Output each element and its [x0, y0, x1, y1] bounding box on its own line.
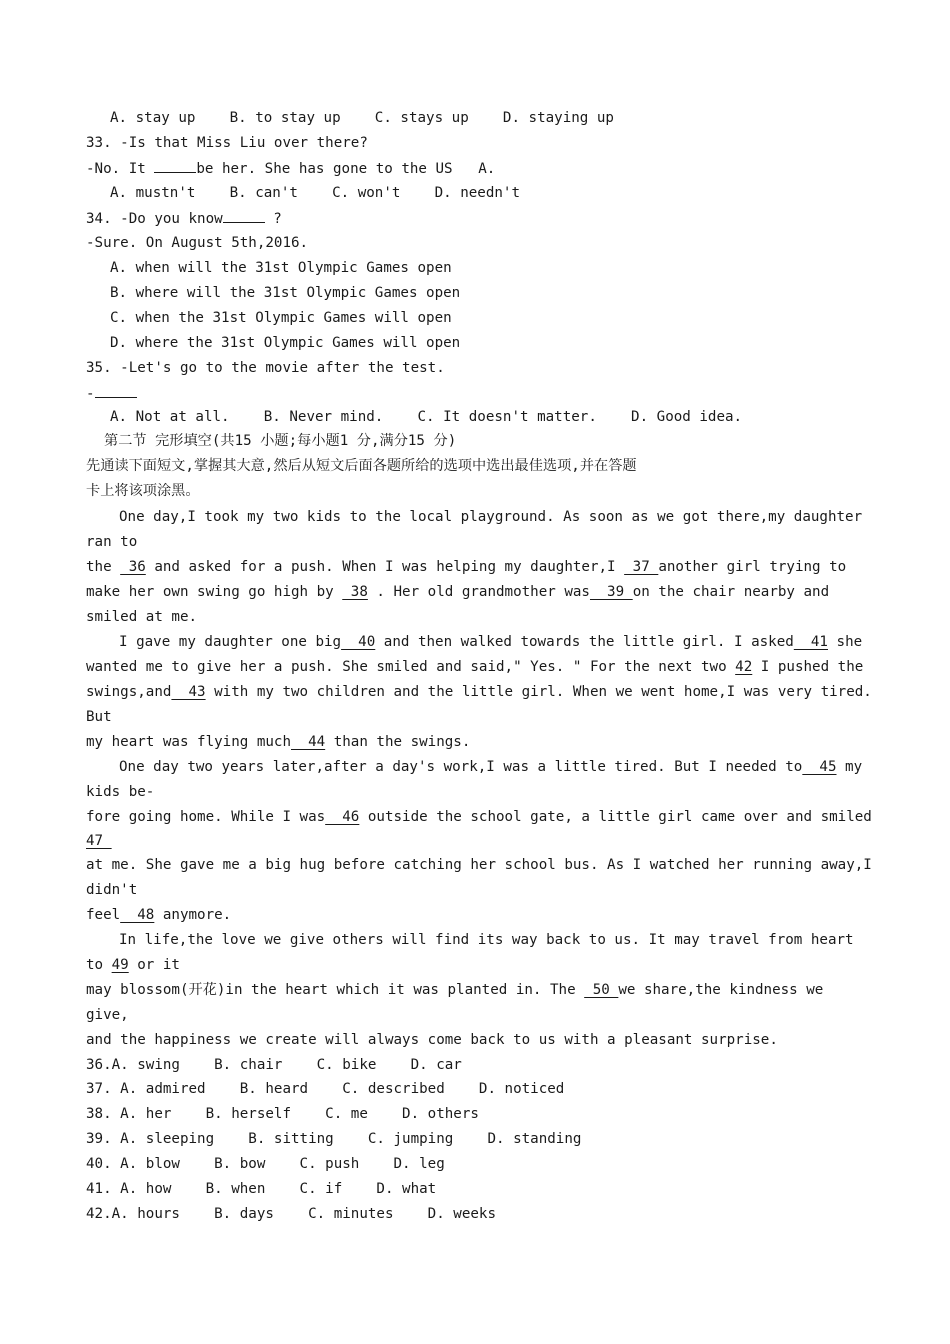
q33-options: A. mustn't B. can't C. won't D. needn't	[110, 185, 520, 201]
passage-line	[86, 555, 846, 580]
q33-blank	[154, 156, 196, 173]
blank-41: 41	[793, 634, 828, 650]
passage-text: another girl trying to	[658, 559, 847, 575]
blank-50: 50	[584, 982, 619, 998]
passage-text: feel	[86, 907, 121, 923]
passage-line	[86, 978, 823, 1003]
passage-text: I gave my daughter one big	[119, 634, 342, 650]
passage-text: my heart was flying much	[86, 734, 291, 750]
passage-line	[86, 805, 872, 830]
passage-line: ran to	[86, 534, 138, 550]
passage-text: on the chair nearby and	[632, 584, 830, 600]
q32-options: A. stay up B. to stay up C. stays up D. staying up	[110, 110, 614, 126]
blank-37: 37	[624, 559, 659, 575]
passage-text: anymore.	[154, 907, 232, 923]
q34-option-a: A. when will the 31st Olympic Games open	[110, 260, 452, 276]
passage-text: to	[86, 957, 112, 973]
q35-options: A. Not at all. B. Never mind. C. It doesn't matter. D. Good idea.	[110, 409, 743, 425]
q35-question: 35. -Let's go to the movie after the test.	[86, 360, 445, 376]
passage-line	[86, 580, 829, 605]
q33-question: 33. -Is that Miss Liu over there?	[86, 135, 368, 151]
blank-39: 39	[589, 584, 633, 600]
passage-line: One day,I took my two kids to the local playground. As soon as we got there,my daughter	[119, 509, 863, 525]
passage-text: . Her old grandmother was	[367, 584, 590, 600]
passage-text: and asked for a push. When I was helping my daughter,I	[145, 559, 625, 575]
blank-48: 48	[120, 907, 155, 923]
blank-44: 44	[291, 734, 326, 750]
q34-answer: -Sure. On August 5th,2016.	[86, 235, 309, 251]
passage-text: she	[827, 634, 863, 650]
blank-36: 36	[120, 559, 146, 575]
passage-line	[86, 730, 470, 755]
passage-text: with my two children and the little girl. When we went home,I was very tired.	[205, 684, 872, 700]
passage-text: swings,and	[86, 684, 172, 700]
passage-text: One day two years later,after a day's work,I was a little tired. But I needed to	[119, 759, 803, 775]
blank-45: 45	[802, 759, 837, 775]
q34-option-b: B. where will the 31st Olympic Games open	[110, 285, 461, 301]
q34-option-c: C. when the 31st Olympic Games will open	[110, 310, 452, 326]
blank-38: 38	[342, 584, 368, 600]
passage-line	[86, 680, 872, 705]
q34-question-pre: 34. -Do you know	[86, 211, 223, 227]
blank-46: 46	[325, 809, 360, 825]
passage-line: In life,the love we give others will find its way back to us. It may travel from heart	[119, 932, 854, 948]
passage-text: my	[836, 759, 863, 775]
passage-line	[119, 755, 862, 780]
blank-40: 40	[341, 634, 376, 650]
q33-answer-line	[86, 156, 495, 181]
passage-line: and the happiness we create will always come back to us with a pleasant surprise.	[86, 1032, 778, 1048]
answer-options-42: 42.A. hours B. days C. minutes D. weeks	[86, 1206, 496, 1222]
passage-line: at me. She gave me a big hug before catching her school bus. As I watched her running away,I	[86, 857, 872, 873]
passage-text: outside the school gate, a little girl came over and smiled	[359, 809, 872, 825]
answer-options-38: 38. A. her B. herself C. me D. others	[86, 1106, 479, 1122]
passage-line	[86, 655, 863, 680]
answer-options-41: 41. A. how B. when C. if D. what	[86, 1181, 437, 1197]
section-instruction-1: 先通读下面短文,掌握其大意,然后从短文后面各题所给的选项中选出最佳选项,并在答题	[86, 458, 637, 474]
answer-options-40: 40. A. blow B. bow C. push D. leg	[86, 1156, 445, 1172]
answer-options-36: 36.A. swing B. chair C. bike D. car	[86, 1057, 462, 1073]
section-instruction-2: 卡上将该项涂黑。	[86, 483, 200, 499]
passage-line: smiled at me.	[86, 609, 198, 625]
q33-answer-pre: -No. It	[86, 161, 155, 177]
passage-text: the	[86, 559, 121, 575]
q35-answer-line	[86, 381, 137, 406]
answer-options-37: 37. A. admired B. heard C. described D. noticed	[86, 1081, 565, 1097]
q35-blank	[95, 381, 137, 398]
passage-text: I pushed the	[752, 659, 864, 675]
blank-49: 49	[111, 957, 129, 973]
passage-line: kids be-	[86, 784, 155, 800]
q34-blank	[223, 206, 265, 223]
blank-47: 47	[86, 833, 112, 849]
passage-text: fore going home. While I was	[86, 809, 326, 825]
q34-question	[86, 206, 282, 231]
passage-text: or it	[128, 957, 180, 973]
passage-line: didn't	[86, 882, 138, 898]
q35-answer-pre: -	[86, 386, 95, 402]
passage-line	[86, 953, 180, 978]
passage-line	[86, 903, 231, 928]
answer-options-39: 39. A. sleeping B. sitting C. jumping D. standing	[86, 1131, 582, 1147]
passage-text: wanted me to give her a push. She smiled and said," Yes. " For the next two	[86, 659, 736, 675]
q34-question-post: ?	[264, 211, 282, 227]
passage-text: make her own swing go high by	[86, 584, 343, 600]
passage-line: But	[86, 709, 112, 725]
q33-answer-post: be her. She has gone to the US A.	[196, 161, 496, 177]
blank-42: 42	[735, 659, 753, 675]
blank-43: 43	[171, 684, 206, 700]
passage-text: and then walked towards the little girl. I asked	[375, 634, 794, 650]
passage-text: may blossom(开花)in the heart which it was planted in. The	[86, 982, 585, 998]
section-title: 第二节 完形填空(共15 小题;每小题1 分,满分15 分)	[104, 433, 457, 449]
passage-text: we share,the kindness we	[618, 982, 824, 998]
passage-line: give,	[86, 1007, 129, 1023]
passage-line	[119, 630, 862, 655]
passage-line	[86, 829, 112, 854]
q34-option-d: D. where the 31st Olympic Games will open	[110, 335, 461, 351]
passage-text: than the swings.	[325, 734, 471, 750]
